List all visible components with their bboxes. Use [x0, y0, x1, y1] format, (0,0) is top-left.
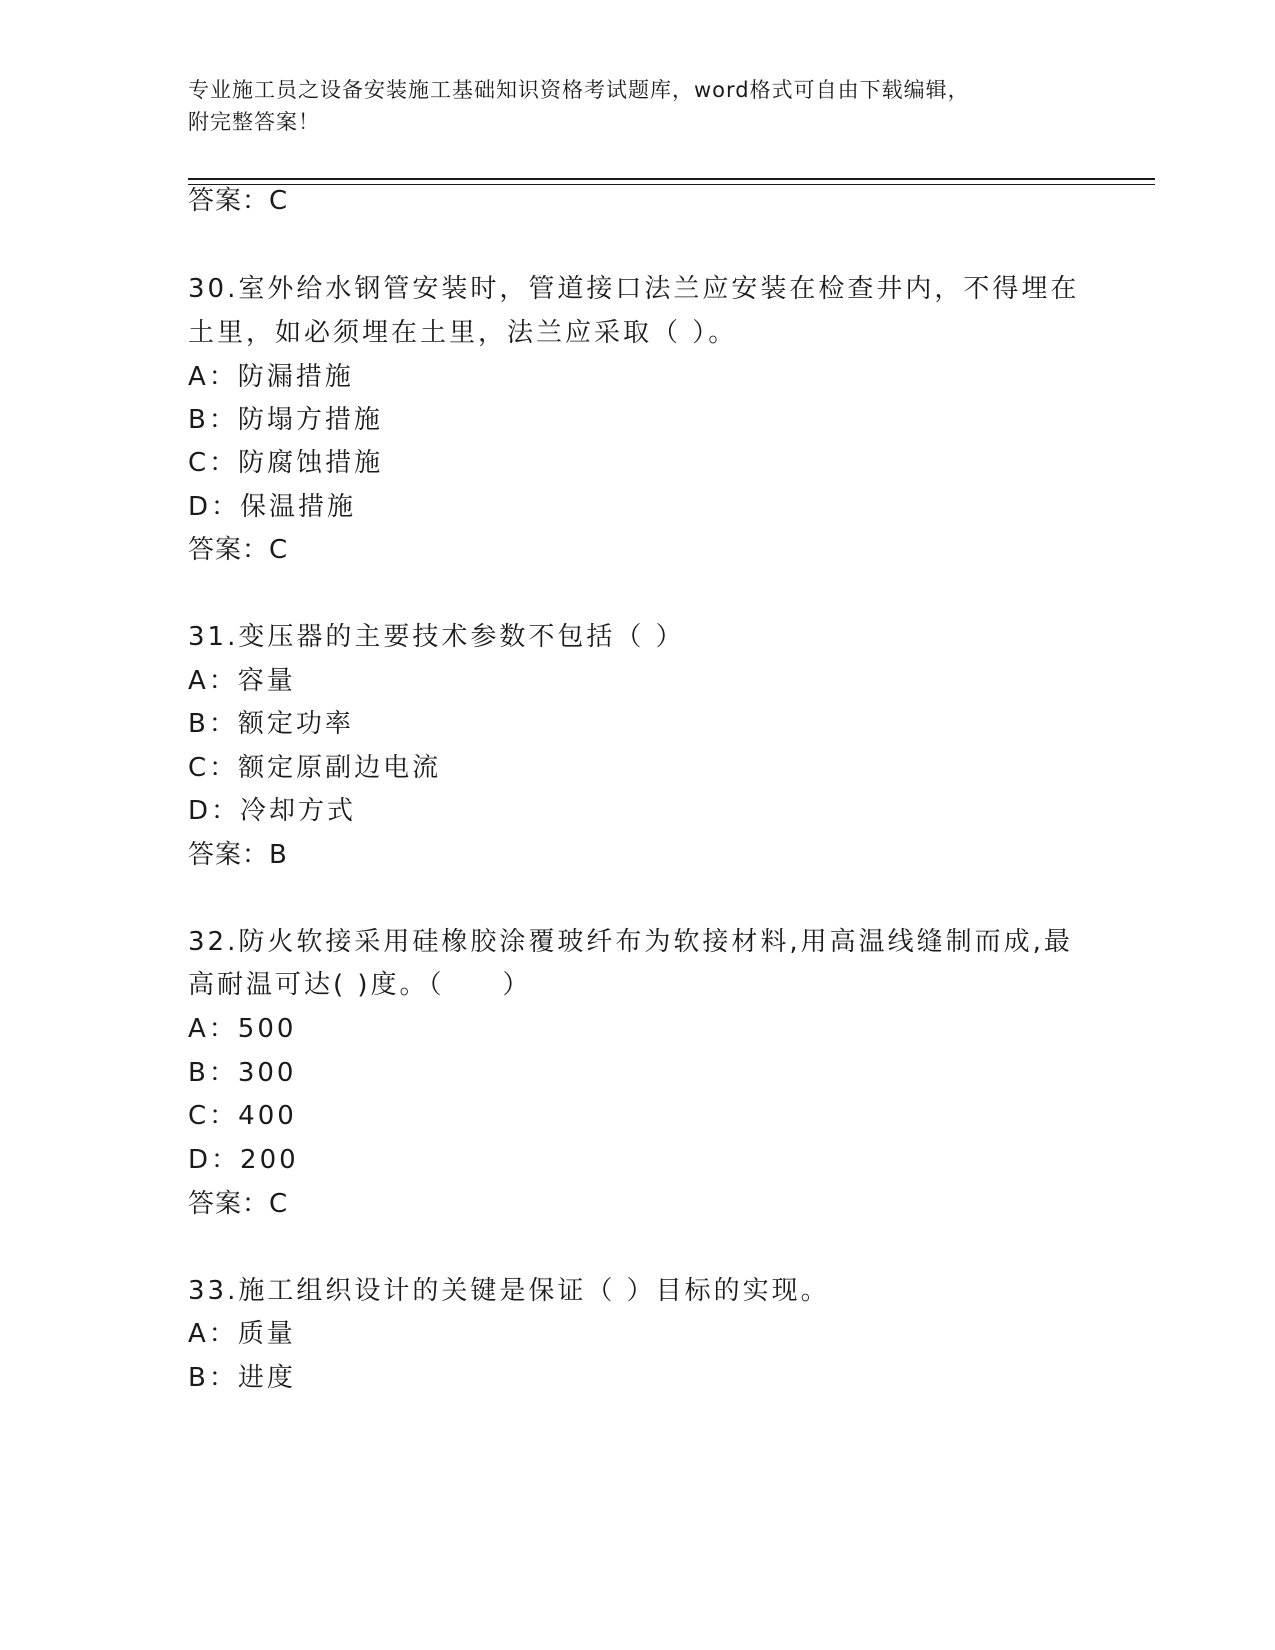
question-30-answer: 答案：C: [188, 535, 289, 565]
question-32-text-line-1: 32.防火软接采用硅橡胶涂覆玻纤布为软接材料,用高温线缝制而成,最: [188, 927, 1073, 957]
question-32-option-c: C：400: [188, 1101, 297, 1131]
question-33-option-a: A：质量: [188, 1319, 296, 1349]
header-rule-thin: [188, 184, 1155, 185]
question-31-option-b: B：额定功率: [188, 709, 354, 739]
question-32-option-d: D：200: [188, 1145, 299, 1175]
question-32-option-a: A：500: [188, 1014, 297, 1044]
question-31-answer: 答案：B: [188, 840, 288, 870]
question-30-option-d: D：保温措施: [188, 492, 357, 522]
question-30-text-line-1: 30.室外给水钢管安装时，管道接口法兰应安装在检查井内，不得埋在: [188, 274, 1080, 304]
question-32-answer: 答案：C: [188, 1189, 289, 1219]
question-32-option-b: B：300: [188, 1058, 297, 1088]
question-33-option-b: B：进度: [188, 1363, 296, 1393]
header-line-2: 附完整答案！: [188, 110, 320, 134]
question-33-text: 33.施工组织设计的关键是保证（ ）目标的实现。: [188, 1276, 830, 1306]
document-header: [188, 74, 1088, 138]
question-31-text: 31.变压器的主要技术参数不包括（ ）: [188, 622, 685, 652]
question-30-text-line-2: 土里，如必须埋在土里，法兰应采取（ ）。: [188, 318, 738, 348]
previous-answer: 答案：C: [188, 186, 289, 216]
question-31-option-a: A：容量: [188, 666, 296, 696]
header-line-1: 专业施工员之设备安装施工基础知识资格考试题库，word格式可自由下载编辑，: [188, 78, 970, 102]
question-32-text-line-2: 高耐温可达( )度。（ ）: [188, 970, 532, 1000]
question-30-option-c: C：防腐蚀措施: [188, 448, 384, 478]
question-30-option-a: A：防漏措施: [188, 362, 354, 392]
question-31-option-d: D：冷却方式: [188, 796, 357, 826]
question-31-option-c: C：额定原副边电流: [188, 753, 442, 783]
question-30-option-b: B：防塌方措施: [188, 405, 383, 435]
header-rule-thick: [188, 178, 1155, 180]
